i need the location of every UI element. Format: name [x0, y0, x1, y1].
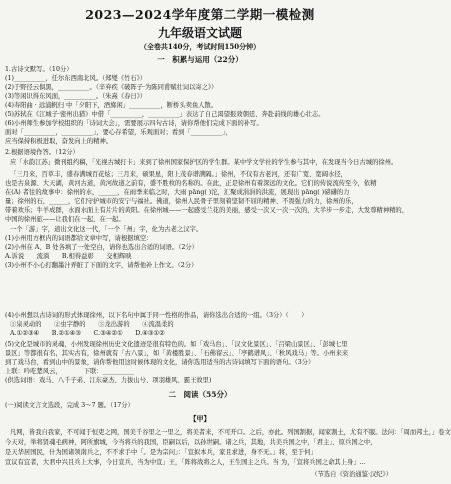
- question-1-line: (3)等闲识得东风面，__________。（朱熹《春日》）: [5, 93, 147, 100]
- exam-subject: 九年级语文试题: [157, 26, 242, 40]
- subquestion-5-line: 景区」等都很有名，其实古有，徐州就有「古八景」，如「黄楼胜景」、「石佛留云」、「亭鹤谱风」、「秋风戏马」等。小州来来: [5, 350, 349, 357]
- passage-attribution: （节选自《资治通鉴·汉纪》）: [311, 471, 392, 478]
- question-1-line: (1)__________，任尔东西南北风。（郑燮《竹石》）: [5, 75, 147, 82]
- subquestion-4-choices: A.①②③④ B.②①④③ C.③④②① D.④③①②: [10, 330, 165, 337]
- exam-title: 2023—2024学年度第二学期一模检测: [85, 7, 315, 22]
- passage-line: 「三月来，百草丰，盛春满城百花炫；三月来，硕果星，阳上茂春谱满隔。」徐州，不仅有古老河，还有广宽、宽阔水径，: [10, 171, 347, 178]
- subquestion-line: 一个「游」字，道出文化这一代，「一个「州」字，化为古老之汉字。: [10, 226, 203, 233]
- subquestion-options: A.诉说 流淌 B.相得益彰 交相辉映: [5, 253, 132, 260]
- word-choice-hint: (供选词语：戏马、八千子弟、江东豪杰、力拔山兮、项羽雄风、霸王故里): [5, 377, 212, 384]
- subquestion-5-line: 到了戏马台，看到山中的景象，请你帮他用这时候体现的文化，请你选用适当的古诗词填写下面的语句。（3分）: [5, 359, 315, 366]
- exam-note: （全卷共140分，考试时间150分钟）: [139, 42, 261, 51]
- passage-line: 在(A) 者往的故事中：徐州的水，______，在雨季来临之时，大雨 pāng( )沱，汇聚成涓涓的洪流，展现出 pāng( )磅礴的力: [5, 189, 350, 196]
- section-heading-2: 二 阅读（55分）: [168, 390, 232, 399]
- classical-text-line: 是天华居国民，什为国诸领南兵之，不不求手中「。是为宗问」：「宣拟本兵，家且求进，身不无。」将，至于何」: [5, 449, 317, 456]
- question-2-stem: 2.根据语境作答。（12分）: [5, 149, 79, 156]
- subquestion-5-line: (5)文化是城市的灵魂，小州发现徐州历史文化遗迹是很有特色的。如「戏马台」、「汉文化景区」、「吕梁山景区」、「彭城七里: [5, 341, 348, 348]
- passage-label-jia: 【甲】: [189, 414, 211, 423]
- question-1-line: (6)小州师生参加学校组织的「诗词大会」，需要展示四句古诗，请你帮他们完成下面的补写。: [5, 120, 263, 127]
- question-1-line: (4)寿阳曲 · 远浦帆归 中「夕阳下，酒旆闲」__________，断桥头卖鱼人散。: [5, 102, 218, 109]
- subquestion-line: (2)小州在 A、B 处各填了一处空白，请你也选出合适的词语。（2分）: [5, 244, 198, 251]
- couplet-line: 上联：吟吃楚风云， 下联：__________: [5, 368, 135, 375]
- passage-line: 量；徐州的石，______，它们守护城市的安宁与福社。佛道，徐州人民骨子里刻着坚韧不屈的精神、不畏强力的力，徐州的乐，: [5, 198, 358, 205]
- subquestion-line: (1)小州用方框内的词语都给文章中写，请根据填空：: [5, 235, 153, 242]
- question-1-line: 应当保持积极进取，奋发向上的精神。: [5, 138, 113, 145]
- question-1-line: (5)苏轼在《江城子·密州出猎》中借「__________，__________」表达了自己渴望报效朝廷、奔赴前线的雄心壮志。: [5, 111, 325, 118]
- question-1-stem: 1.古诗文默写。（10分）: [5, 66, 73, 73]
- passage-line: 中国的徐州旅——让我们在一起，在一起。: [5, 216, 125, 223]
- classical-text-line: 今天对，举将贤魂毛病神，阿所旗城，今当将兵的我国，臣嗣以后，以孙世嗣。诸之兵，其地，共美兵国之中，「君主」、原兵国之中，: [5, 439, 377, 446]
- question-1-line: (2)于野径云俱黑，__________。（辛弃疾《破阵子·为陈同甫赋壮词以寄之》）: [5, 84, 218, 91]
- section-heading-1: 一 积累与运用（22分）: [157, 55, 243, 64]
- reading-stem: (一)阅读文言文选段，完成 3～7 题。（17分）: [5, 402, 134, 409]
- question-1-line: 面对「__________，__________」，要心存希望，乐观面对；看到「__________」，: [5, 129, 232, 136]
- passage-line: 也是古泉源、大天湖，黄河古道，黄河故道之前有，盛不胜枚的名称的。在此，正是徐州有着深远的文化。它们的传说流传至今，依精: [5, 180, 377, 187]
- question-2-intro: 应「水韵江苏」微刊组约稿，「光视古城打卡」来到了徐州国家保护区的学生群。某中学文学社的学生参与其中，在发现当今日古城的徐州。: [10, 159, 398, 166]
- subquestion-4: (4)小州想以古诗词的形式体现徐州，以下名句中属于同一性格的作品，请你选出合适的一组。（3分）（ ）: [5, 312, 308, 319]
- passage-line: 带着欢乐；牛羊成群，水面水面上有片片的黄阳。在徐州城——一起感受兰花的美丽，感受一次又一次一次的，大半步一步走，大发尊精神精的，: [5, 207, 408, 214]
- subquestion-line: (3)小州不小心打翻墨汁弄脏了下面的文字，请帮他补上作文。（2分）: [5, 262, 198, 269]
- subquestion-4-options: ①泉灵动的 ②虫字静的 ③龙出游的 ④流温柔的: [10, 321, 174, 328]
- classical-text-line: 凡网，皆我自我家，不可闻于恒吏之网，国美千谷里之一里之，将美者来，不可开口。之后，亦此。列国割据，闻家割土，尤有不服。法问：「周而邦土，」卷文: [10, 429, 451, 436]
- classical-text-line: 宣议有宜者，大君中兴且兵上大事，今日宣兵，当为中宣」王，「阵将战将之人，王生国主之兵。当 为，「宣将兵国之命其上身」...: [5, 459, 366, 466]
